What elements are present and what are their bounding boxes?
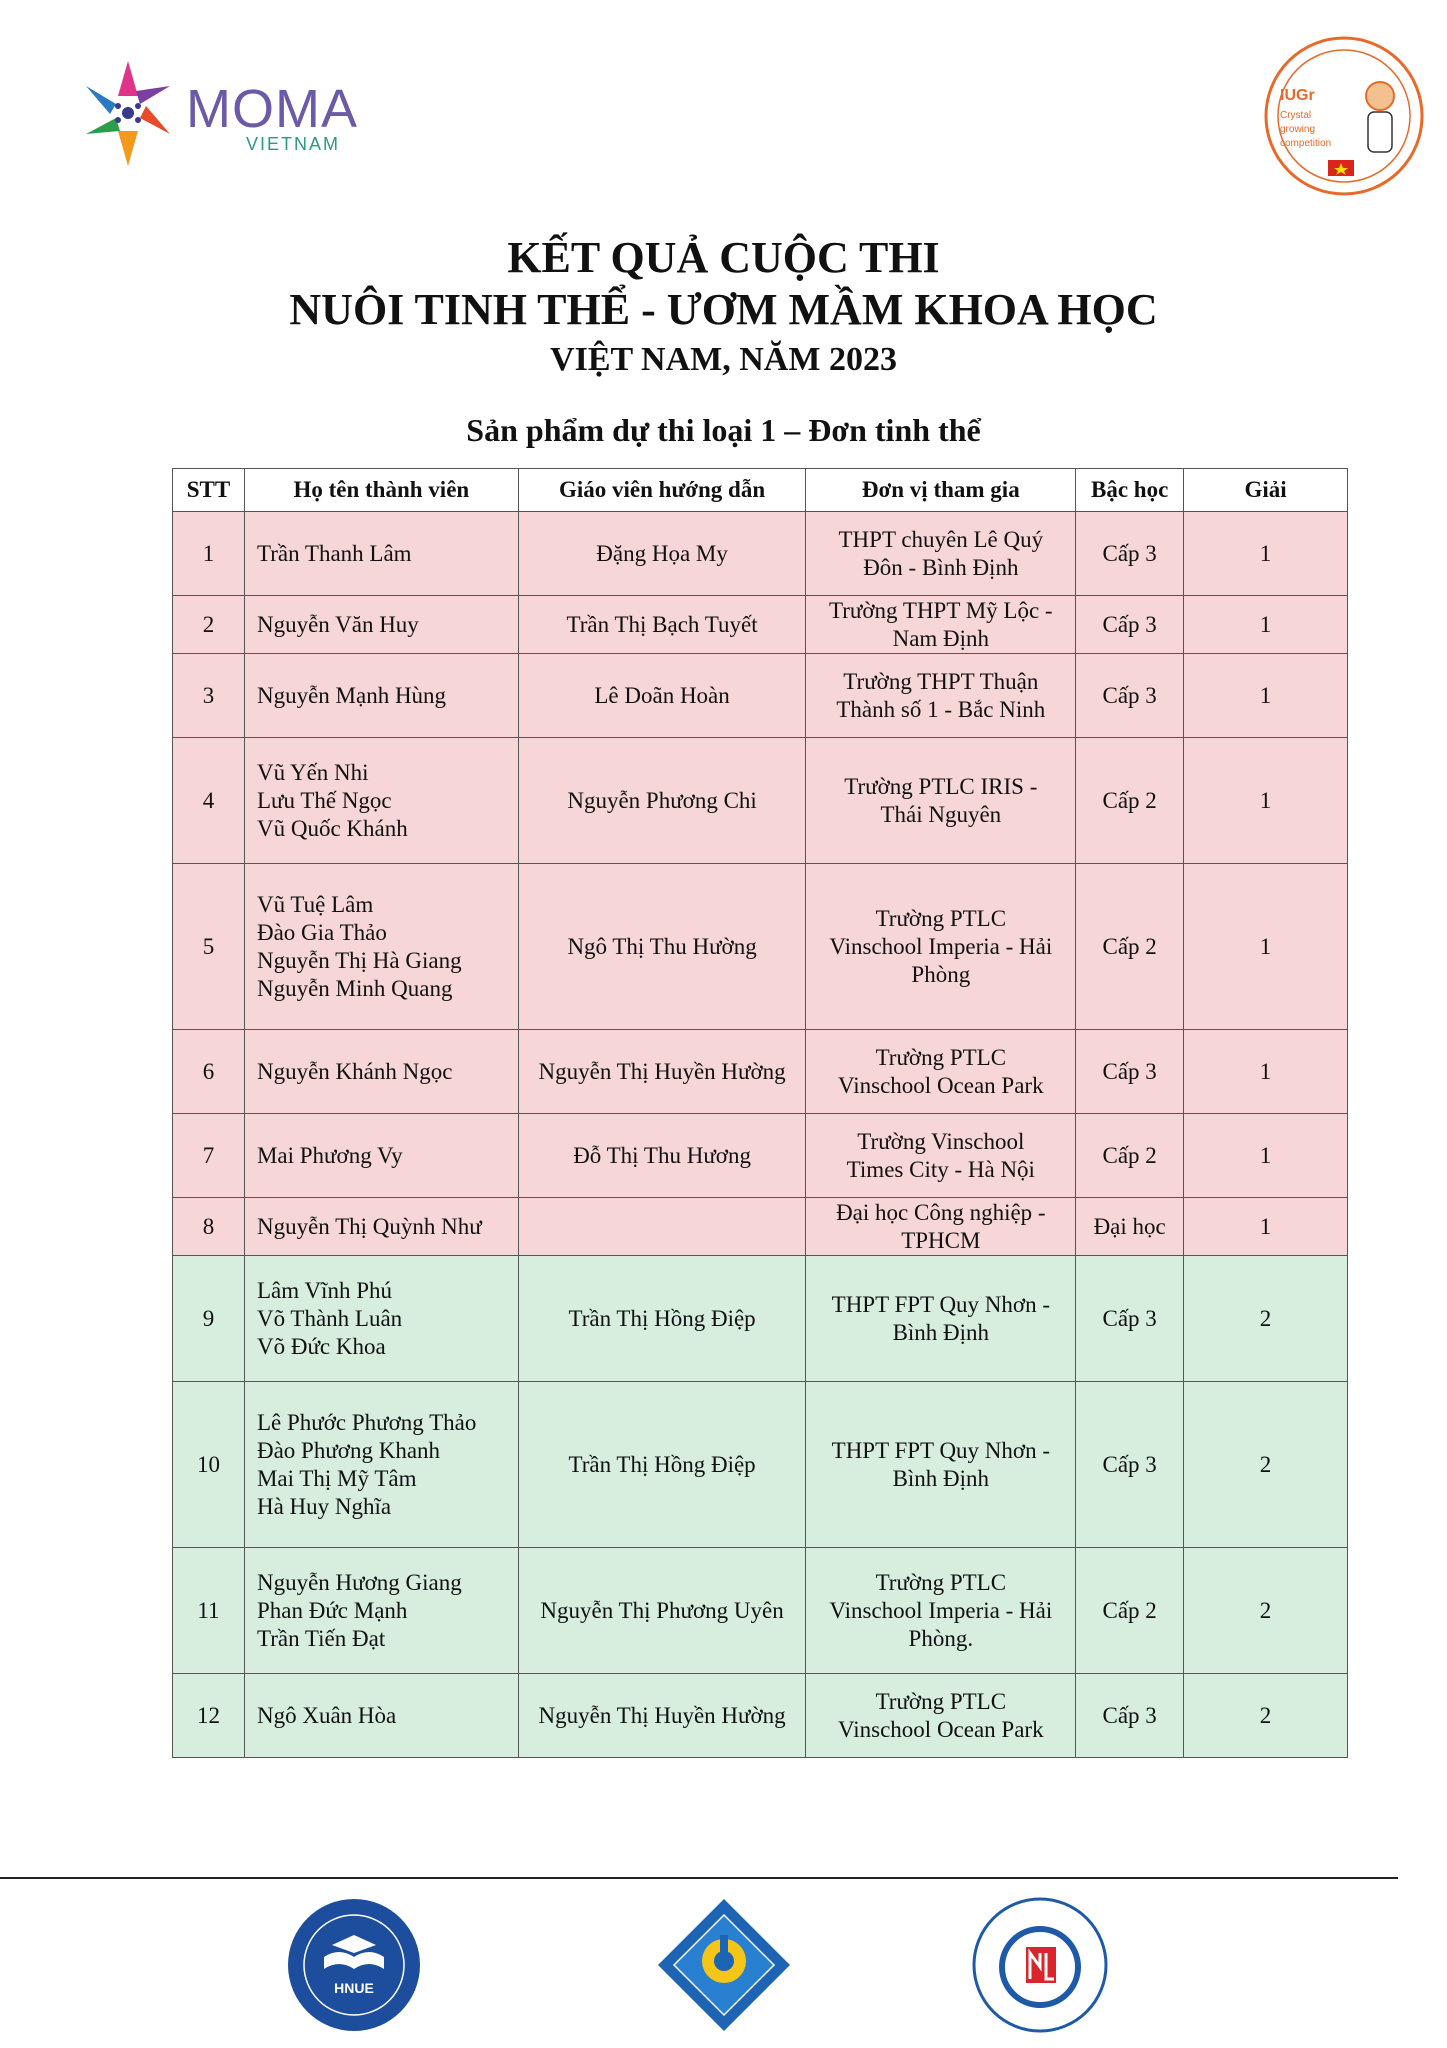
header-level: Bậc học <box>1076 469 1184 512</box>
cell-unit: Trường PTLC Vinschool Ocean Park <box>806 1030 1076 1114</box>
cell-level: Cấp 3 <box>1076 512 1184 596</box>
svg-text:Crystal: Crystal <box>1280 110 1312 121</box>
cell-stt: 8 <box>173 1198 245 1256</box>
cell-unit: Trường PTLC Vinschool Ocean Park <box>806 1674 1076 1758</box>
moma-flower-icon <box>78 56 178 176</box>
cell-prize: 1 <box>1184 738 1348 864</box>
table-header-row <box>173 469 1348 512</box>
hnue-logo <box>284 1895 424 2035</box>
svg-text:growing: growing <box>1280 124 1316 135</box>
cell-unit: Trường PTLC Vinschool Imperia - Hải Phòng <box>806 864 1076 1030</box>
table-row <box>173 1256 1348 1382</box>
table-row <box>173 1030 1348 1114</box>
cell-teacher: Trần Thị Hồng Điệp <box>518 1256 806 1382</box>
header-members: Họ tên thành viên <box>244 469 518 512</box>
cell-members: Nguyễn Văn Huy <box>244 596 518 654</box>
table-row <box>173 654 1348 738</box>
cell-teacher: Lê Doãn Hoàn <box>518 654 806 738</box>
cell-teacher: Nguyễn Thị Huyền Hường <box>518 1674 806 1758</box>
cell-prize: 1 <box>1184 512 1348 596</box>
quy-nhon-icon <box>970 1895 1110 2035</box>
table-row <box>173 738 1348 864</box>
iugr-logo <box>1262 34 1426 198</box>
cell-level: Cấp 3 <box>1076 1030 1184 1114</box>
cell-members: Ngô Xuân Hòa <box>244 1674 518 1758</box>
cell-stt: 2 <box>173 596 245 654</box>
cell-level: Cấp 3 <box>1076 1382 1184 1548</box>
quy-nhon-university-logo <box>970 1895 1110 2035</box>
cell-teacher: Đặng Họa My <box>518 512 806 596</box>
cell-prize: 1 <box>1184 864 1348 1030</box>
cell-stt: 5 <box>173 864 245 1030</box>
cell-level: Cấp 2 <box>1076 1114 1184 1198</box>
table-row <box>173 1674 1348 1758</box>
cell-unit: THPT FPT Quy Nhơn - Bình Định <box>806 1256 1076 1382</box>
cell-teacher: Nguyễn Thị Huyền Hường <box>518 1030 806 1114</box>
cell-unit: Trường PTLC IRIS - Thái Nguyên <box>806 738 1076 864</box>
moma-logo <box>78 56 358 176</box>
cell-stt: 6 <box>173 1030 245 1114</box>
cell-teacher: Trần Thị Hồng Điệp <box>518 1382 806 1548</box>
header-unit: Đơn vị tham gia <box>806 469 1076 512</box>
cell-members: Mai Phương Vy <box>244 1114 518 1198</box>
cell-members: Vũ Yến Nhi Lưu Thế Ngọc Vũ Quốc Khánh <box>244 738 518 864</box>
cell-unit: Trường Vinschool Times City - Hà Nội <box>806 1114 1076 1198</box>
cell-level: Cấp 3 <box>1076 654 1184 738</box>
cell-level: Cấp 3 <box>1076 1674 1184 1758</box>
cell-members: Trần Thanh Lâm <box>244 512 518 596</box>
hnue-book-icon <box>284 1895 424 2035</box>
cell-stt: 4 <box>173 738 245 864</box>
table-row <box>173 1198 1348 1256</box>
cell-teacher <box>518 1198 806 1256</box>
cell-prize: 2 <box>1184 1256 1348 1382</box>
table-subtitle: Sản phẩm dự thi loại 1 – Đơn tinh thể <box>466 412 981 448</box>
moma-wordmark: MOMA <box>186 79 358 139</box>
svg-text:IUGr: IUGr <box>1280 87 1315 104</box>
header-stt: STT <box>173 469 245 512</box>
cell-teacher: Đỗ Thị Thu Hương <box>518 1114 806 1198</box>
cell-prize: 1 <box>1184 1114 1348 1198</box>
table-row <box>173 1548 1348 1674</box>
cell-unit: THPT FPT Quy Nhơn - Bình Định <box>806 1382 1076 1548</box>
cell-teacher: Nguyễn Thị Phương Uyên <box>518 1548 806 1674</box>
title-line-3: VIỆT NAM, NĂM 2023 <box>550 341 897 378</box>
cell-prize: 1 <box>1184 1030 1348 1114</box>
cell-prize: 2 <box>1184 1674 1348 1758</box>
cell-unit: Trường PTLC Vinschool Imperia - Hải Phòng. <box>806 1548 1076 1674</box>
cell-level: Cấp 3 <box>1076 1256 1184 1382</box>
cell-members: Nguyễn Khánh Ngọc <box>244 1030 518 1114</box>
cell-stt: 12 <box>173 1674 245 1758</box>
cell-prize: 1 <box>1184 596 1348 654</box>
table-row <box>173 1114 1348 1198</box>
results-table <box>172 468 1348 1758</box>
table-row <box>173 1382 1348 1548</box>
cell-unit: Trường THPT Thuận Thành số 1 - Bắc Ninh <box>806 654 1076 738</box>
footer-divider <box>0 1877 1398 1879</box>
can-tho-icon <box>654 1895 794 2035</box>
can-tho-university-logo <box>654 1895 794 2035</box>
cell-stt: 3 <box>173 654 245 738</box>
cell-level: Cấp 2 <box>1076 738 1184 864</box>
cell-unit: Trường THPT Mỹ Lộc - Nam Định <box>806 596 1076 654</box>
cell-level: Đại học <box>1076 1198 1184 1256</box>
header-teacher: Giáo viên hướng dẫn <box>518 469 806 512</box>
cell-unit: THPT chuyên Lê Quý Đôn - Bình Định <box>806 512 1076 596</box>
moma-subtitle: VIETNAM <box>246 134 341 154</box>
cell-stt: 7 <box>173 1114 245 1198</box>
cell-unit: Đại học Công nghiệp - TPHCM <box>806 1198 1076 1256</box>
iugr-crystal-icon <box>1262 34 1426 198</box>
table-row <box>173 596 1348 654</box>
cell-members: Lê Phước Phương Thảo Đào Phương Khanh Mai Thị Mỹ Tâm Hà Huy Nghĩa <box>244 1382 518 1548</box>
cell-members: Nguyễn Mạnh Hùng <box>244 654 518 738</box>
title-line-1: KẾT QUẢ CUỘC THI <box>507 233 940 282</box>
cell-prize: 1 <box>1184 1198 1348 1256</box>
title-line-2: NUÔI TINH THỂ - ƯƠM MẦM KHOA HỌC <box>289 285 1158 334</box>
svg-text:HNUE: HNUE <box>334 1980 374 1996</box>
header-prize: Giải <box>1184 469 1348 512</box>
cell-teacher: Nguyễn Phương Chi <box>518 738 806 864</box>
cell-stt: 10 <box>173 1382 245 1548</box>
cell-level: Cấp 2 <box>1076 1548 1184 1674</box>
cell-teacher: Trần Thị Bạch Tuyết <box>518 596 806 654</box>
cell-members: Lâm Vĩnh Phú Võ Thành Luân Võ Đức Khoa <box>244 1256 518 1382</box>
cell-members: Nguyễn Hương Giang Phan Đức Mạnh Trần Tiến Đạt <box>244 1548 518 1674</box>
cell-prize: 2 <box>1184 1382 1348 1548</box>
cell-members: Nguyễn Thị Quỳnh Như <box>244 1198 518 1256</box>
cell-prize: 2 <box>1184 1548 1348 1674</box>
cell-stt: 11 <box>173 1548 245 1674</box>
document-title <box>0 232 1447 384</box>
table-row <box>173 864 1348 1030</box>
cell-teacher: Ngô Thị Thu Hường <box>518 864 806 1030</box>
table-row <box>173 512 1348 596</box>
svg-text:competition: competition <box>1280 138 1332 149</box>
cell-stt: 1 <box>173 512 245 596</box>
cell-stt: 9 <box>173 1256 245 1382</box>
cell-members: Vũ Tuệ Lâm Đào Gia Thảo Nguyễn Thị Hà Giang Nguyễn Minh Quang <box>244 864 518 1030</box>
cell-level: Cấp 3 <box>1076 596 1184 654</box>
cell-level: Cấp 2 <box>1076 864 1184 1030</box>
cell-prize: 1 <box>1184 654 1348 738</box>
